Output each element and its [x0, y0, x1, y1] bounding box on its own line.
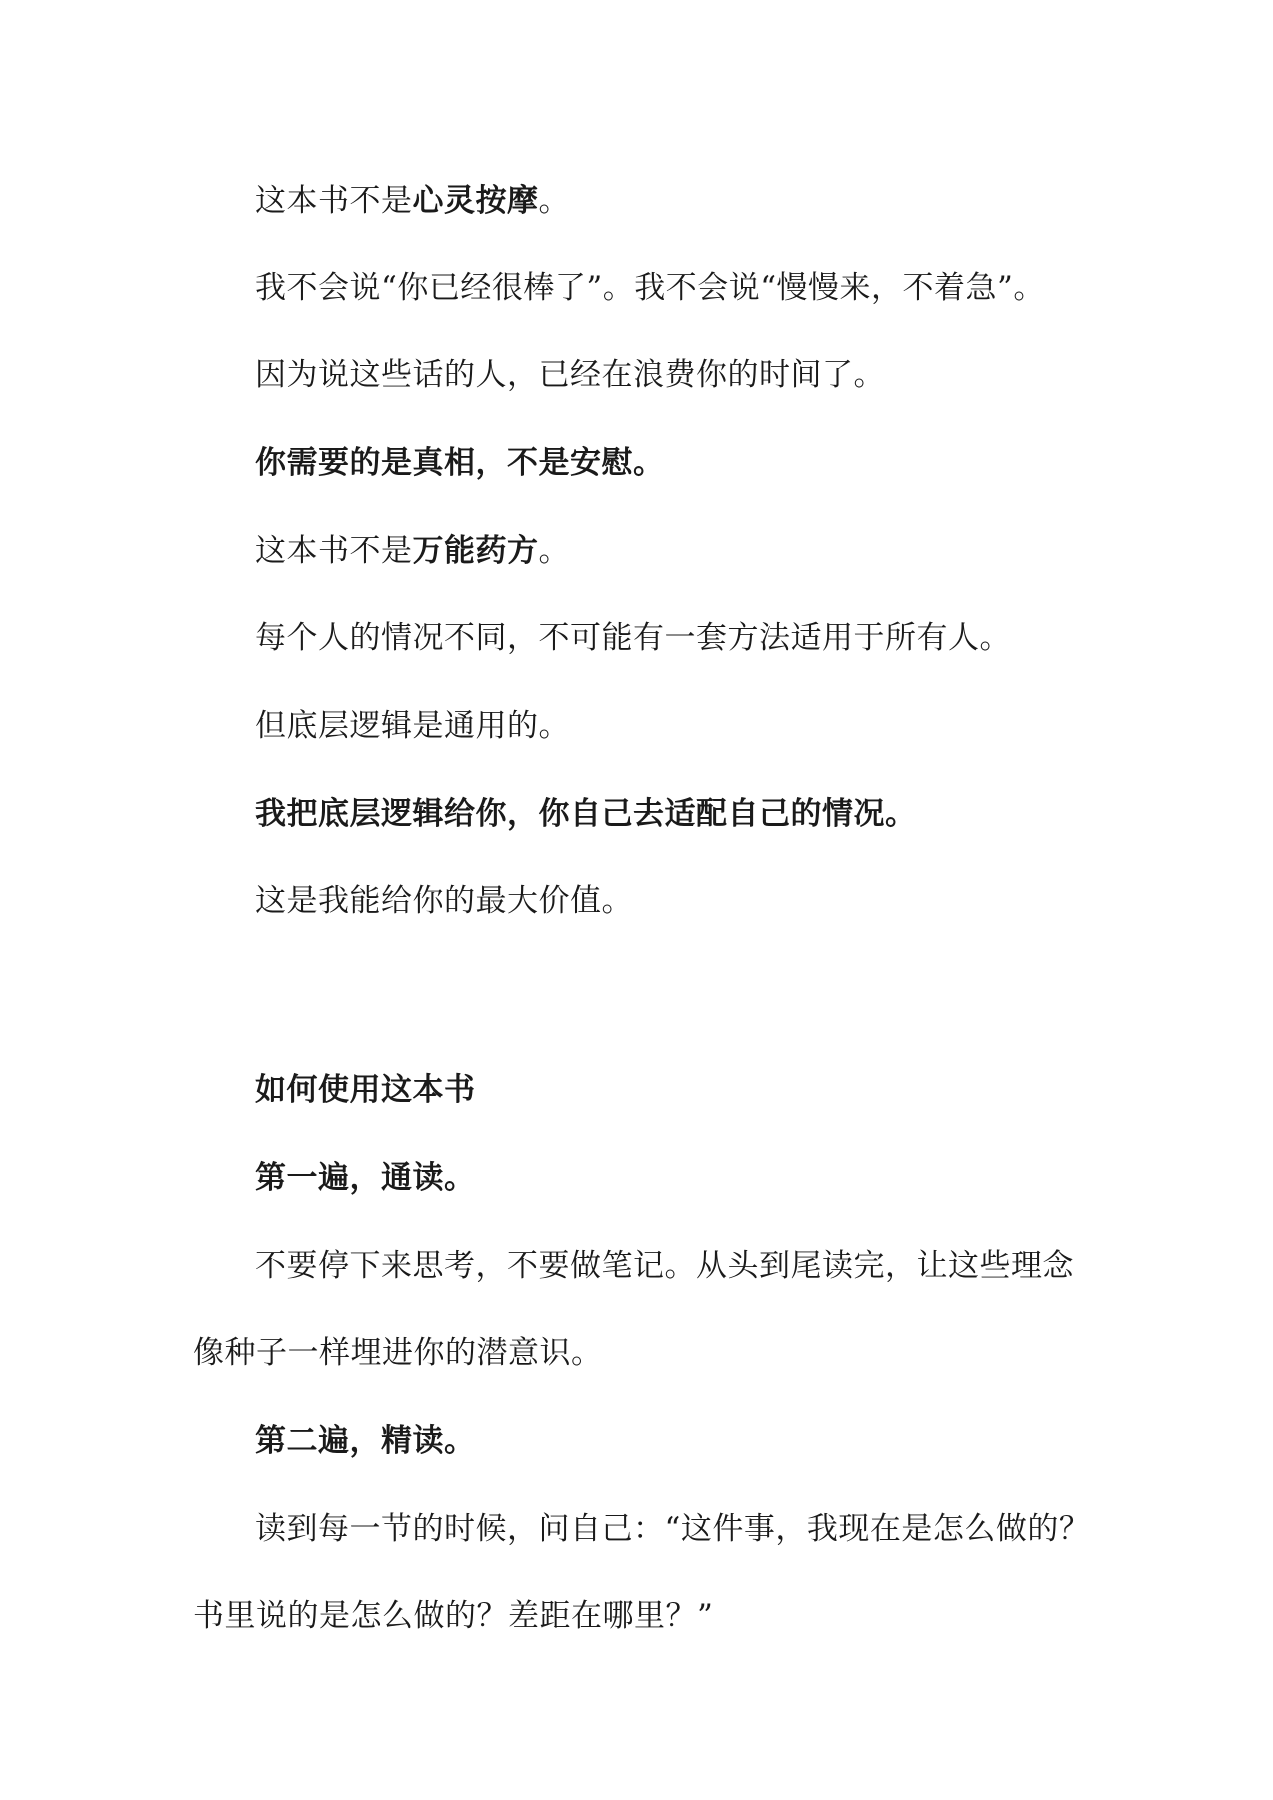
step1-text-line2: 像种子一样埋进你的潜意识。: [193, 1335, 603, 1371]
step1-title: 第一遍，通读。: [255, 1160, 476, 1196]
step1-text-line1: 不要停下来思考，不要做笔记。从头到尾读完，让这些理念: [255, 1248, 1074, 1284]
emphasis-text: 万能药方: [412, 533, 539, 569]
paragraph-max-value: 这是我能给你的最大价值。: [255, 883, 633, 919]
paragraph-give-logic: 我把底层逻辑给你，你自己去适配自己的情况。: [255, 796, 917, 832]
paragraph-not-panacea: [255, 531, 570, 571]
paragraph-wont-say: 我不会说“你已经很棒了”。我不会说“慢慢来，不着急”。: [255, 270, 1045, 306]
paragraph-text: 这本书不是: [255, 183, 413, 219]
step2-text-line1: 读到每一节的时候，问自己：“这件事，我现在是怎么做的？: [255, 1511, 1091, 1547]
paragraph-truth-not-comfort: 你需要的是真相，不是安慰。: [255, 445, 665, 481]
section-heading: 如何使用这本书: [255, 1072, 476, 1108]
paragraph-wasting-time: 因为说这些话的人，已经在浪费你的时间了。: [255, 357, 885, 393]
paragraph-not-massage: [255, 181, 570, 221]
emphasis-text: 心灵按摩: [412, 183, 539, 219]
step2-text-line2: 书里说的是怎么做的？差距在哪里？”: [193, 1598, 714, 1634]
paragraph-text: 。: [538, 533, 570, 569]
paragraph-text: 。: [538, 183, 570, 219]
paragraph-situations-differ: 每个人的情况不同，不可能有一套方法适用于所有人。: [255, 620, 1011, 656]
step2-title: 第二遍，精读。: [255, 1423, 476, 1459]
paragraph-text: 这本书不是: [255, 533, 413, 569]
paragraph-logic-universal: 但底层逻辑是通用的。: [255, 708, 570, 744]
